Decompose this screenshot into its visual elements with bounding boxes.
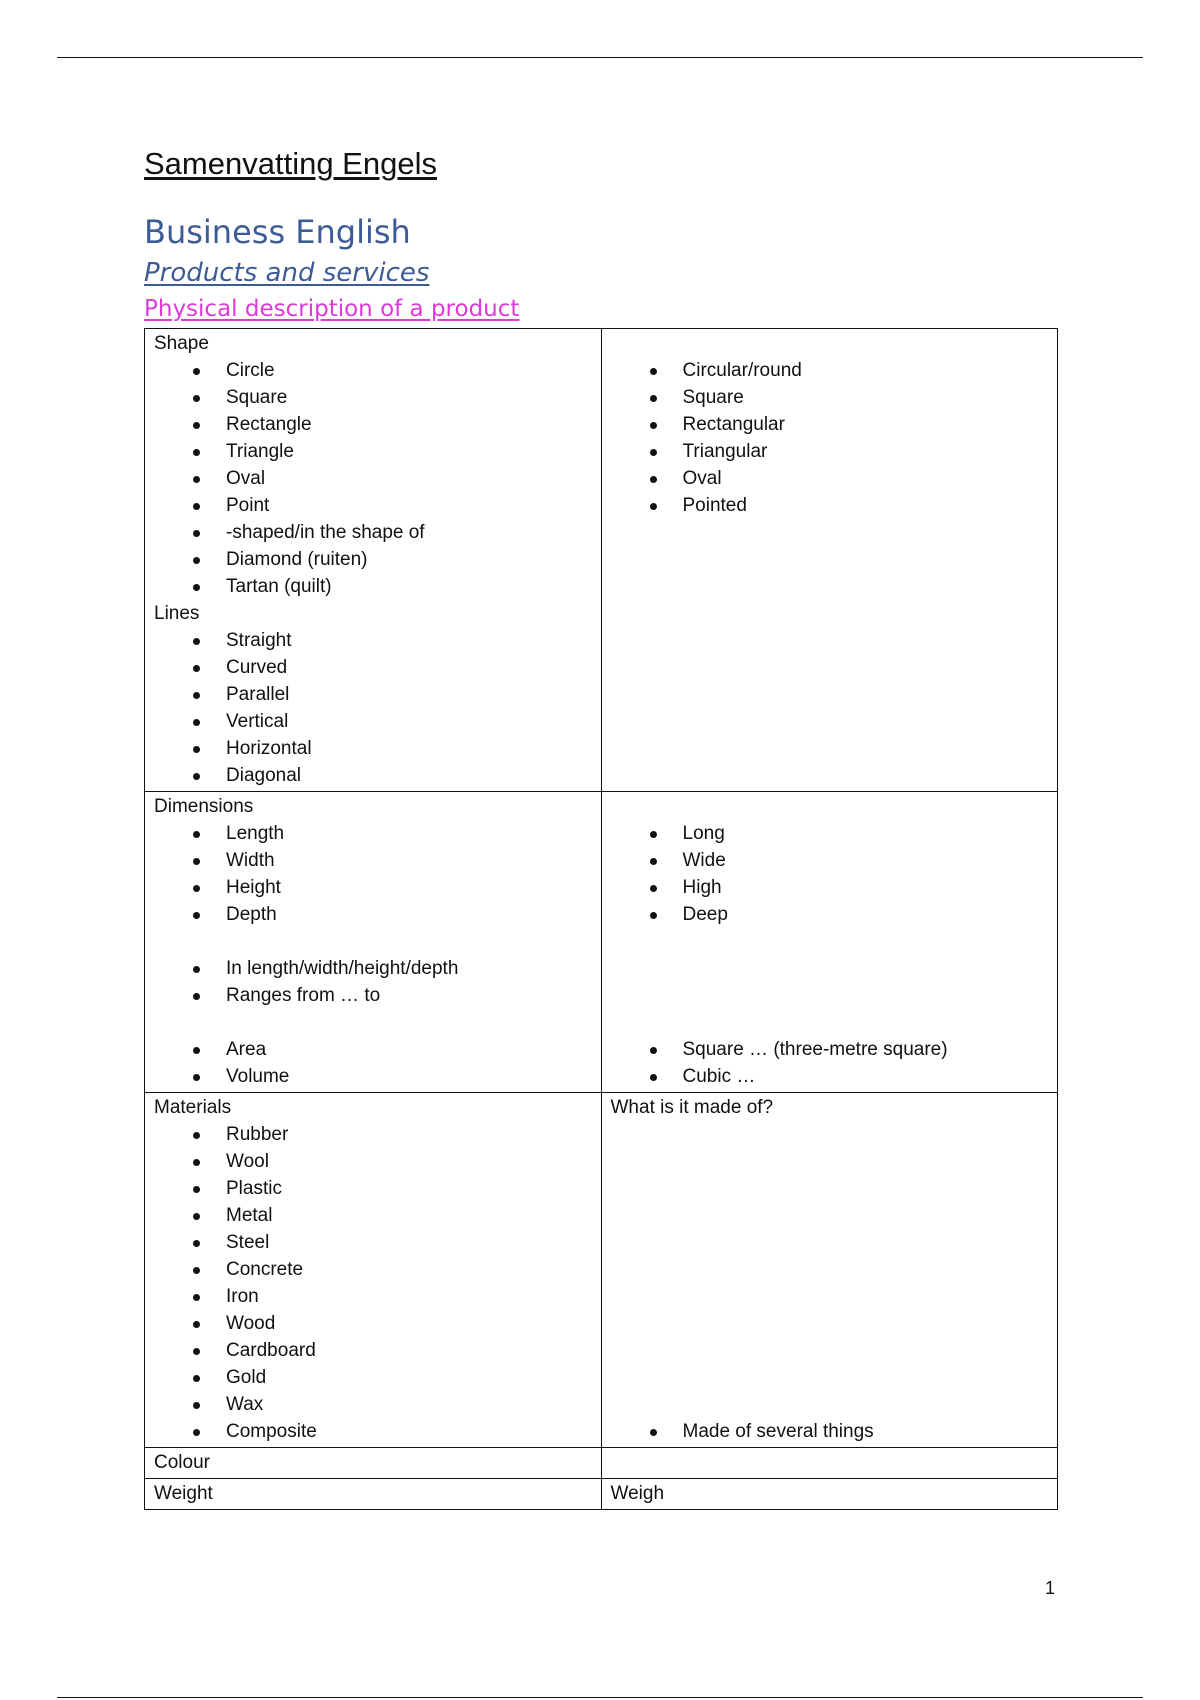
spacer (611, 982, 1049, 1009)
list-item: Diamond (ruiten) (154, 546, 592, 573)
spacer (611, 928, 1049, 955)
spacer (611, 1175, 1049, 1202)
spacer (611, 793, 1049, 820)
list-item: Wool (154, 1148, 592, 1175)
spacer (611, 1256, 1049, 1283)
dimensions-area-adjective-list (611, 1036, 1049, 1090)
list-item: Horizontal (154, 735, 592, 762)
spacer (611, 1202, 1049, 1229)
list-item: Height (154, 874, 592, 901)
list-item: Steel (154, 1229, 592, 1256)
list-item: Concrete (154, 1256, 592, 1283)
list-item: Plastic (154, 1175, 592, 1202)
materials-list (154, 1121, 592, 1445)
dimensions-list (154, 820, 592, 928)
spacer (611, 1148, 1049, 1175)
table-row-colour (145, 1448, 1058, 1479)
list-item: Iron (154, 1283, 592, 1310)
shape-adjective-list (611, 357, 1049, 519)
table-row-dimensions (145, 792, 1058, 1093)
weight-right-cell (601, 1479, 1058, 1510)
list-item: Wide (611, 847, 1049, 874)
spacer (154, 1009, 592, 1036)
list-item: Long (611, 820, 1049, 847)
dimensions-phrases-list (154, 955, 592, 1009)
document-title: Samenvatting Engels (144, 146, 437, 181)
page-top-rule (57, 57, 1143, 58)
dimensions-adjective-list (611, 820, 1049, 928)
list-item: Vertical (154, 708, 592, 735)
spacer (611, 1337, 1049, 1364)
spacer (611, 1310, 1049, 1337)
list-item: Square (154, 384, 592, 411)
spacer (611, 1009, 1049, 1036)
list-item: Area (154, 1036, 592, 1063)
shape-left-cell (145, 329, 602, 792)
list-item: Triangular (611, 438, 1049, 465)
colour-label: Colour (154, 1452, 210, 1473)
materials-left-cell (145, 1093, 602, 1448)
description-table (144, 328, 1058, 1510)
dimensions-left-cell (145, 792, 602, 1093)
heading-products-and-services: Products and services (144, 258, 430, 288)
list-item: Rectangular (611, 411, 1049, 438)
list-item: Square (611, 384, 1049, 411)
heading-physical-description: Physical description of a product (144, 296, 520, 322)
list-item: Curved (154, 654, 592, 681)
weigh-label: Weigh (610, 1483, 665, 1504)
list-item: Made of several things (611, 1418, 1049, 1445)
list-item: High (611, 874, 1049, 901)
spacer (611, 1229, 1049, 1256)
lines-label: Lines (154, 603, 200, 624)
spacer (611, 1364, 1049, 1391)
list-item: Ranges from … to (154, 982, 592, 1009)
list-item: Circle (154, 357, 592, 384)
list-item: Depth (154, 901, 592, 928)
spacer (154, 928, 592, 955)
shape-label: Shape (154, 333, 209, 354)
list-item: Oval (611, 465, 1049, 492)
materials-right-cell (601, 1093, 1058, 1448)
spacer (611, 955, 1049, 982)
weight-left-cell (145, 1479, 602, 1510)
list-item: Circular/round (611, 357, 1049, 384)
colour-right-cell (601, 1448, 1058, 1479)
dimensions-area-list (154, 1036, 592, 1090)
list-item: Rectangle (154, 411, 592, 438)
shape-list (154, 357, 592, 600)
spacer (611, 1283, 1049, 1310)
shape-right-cell (601, 329, 1058, 792)
materials-question: What is it made of? (610, 1097, 774, 1118)
table-row-weight (145, 1479, 1058, 1510)
list-item: Straight (154, 627, 592, 654)
heading-business-english: Business English (144, 213, 411, 251)
spacer (611, 330, 1049, 357)
weight-label: Weight (154, 1483, 213, 1504)
list-item: Pointed (611, 492, 1049, 519)
list-item: Rubber (154, 1121, 592, 1148)
list-item: Wax (154, 1391, 592, 1418)
materials-label: Materials (154, 1097, 232, 1118)
page-bottom-rule (57, 1697, 1143, 1698)
list-item: Metal (154, 1202, 592, 1229)
table-row-materials (145, 1093, 1058, 1448)
list-item: Width (154, 847, 592, 874)
dimensions-label: Dimensions (154, 796, 254, 817)
dimensions-right-cell (601, 792, 1058, 1093)
list-item: Diagonal (154, 762, 592, 789)
list-item: Triangle (154, 438, 592, 465)
materials-made-of-list (611, 1418, 1049, 1445)
list-item: Tartan (quilt) (154, 573, 592, 600)
list-item: Wood (154, 1310, 592, 1337)
list-item: Gold (154, 1364, 592, 1391)
list-item: Square … (three-metre square) (611, 1036, 1049, 1063)
spacer (611, 1121, 1049, 1148)
list-item: Deep (611, 901, 1049, 928)
list-item: Volume (154, 1063, 592, 1090)
list-item: In length/width/height/depth (154, 955, 592, 982)
list-item: Cubic … (611, 1063, 1049, 1090)
list-item: Length (154, 820, 592, 847)
list-item: Point (154, 492, 592, 519)
list-item: Parallel (154, 681, 592, 708)
list-item: Oval (154, 465, 592, 492)
list-item: Composite (154, 1418, 592, 1445)
list-item: -shaped/in the shape of (154, 519, 592, 546)
spacer (611, 1391, 1049, 1418)
list-item: Cardboard (154, 1337, 592, 1364)
lines-list (154, 627, 592, 789)
colour-left-cell (145, 1448, 602, 1479)
page-number: 1 (1045, 1578, 1056, 1598)
table-row-shape (145, 329, 1058, 792)
